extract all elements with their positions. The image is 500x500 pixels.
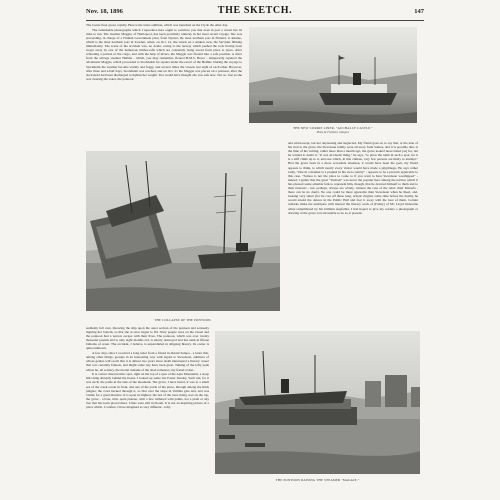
raising-illustration: [215, 331, 420, 474]
text-column-bottom-left: [86, 326, 209, 494]
masthead: THE SKETCH.: [217, 5, 293, 16]
paragraph: and wind-swept, but not depressing and neglected. My friend goes on to say that, at the date of his visit to the grave, the Stevenson family were all away from Samoa, and it is possible that, at the time of his writing, rather more than a month ago, the grave looked more tidied (as) for, but he wanted to doubt it. "It was an idealic thing," he says, "to place the tomb in such a spot, for it is a stiff climb up to it, and one which, in this climate, very few persons are likely to attempt." Had the grave been in a more accessible situation, it would have been the goal, my friend appears to think, to which nearly every visitor would have made a pilgrimage. He says rather sadly, "One in a manner is a prophet in his own country" - appears to be a proverb applicable to this case. "Samoa is not the place to come to if you want to hear Stevenson worshipped" - indeed, I gather that the great "Tusitala" was never the popular hero among the natives which it has pleased some amiable folk to represent him, though, that he devoted himself to them and to their interests - not, perhaps, always too wisely, witness the case of the rebel chief Mataafa - there can be no doubt. No one could be more agreeable than Stevenson when he liked, and, looking very smart (for he cast off those long, artistic ringlets some time before his death), he would attend the dances in the Public Hall and foot it away with the best of them. Certain remarks make me anticipate with interest the literary work of [Fanny] of Mr. Lloyd Osbourne when remembered by his brilliant stepfather. I had hoped to give my readers a photograph or drawing of the grave, but am unable to do so at present.: [288, 141, 418, 215]
paragraph: A few days since I received a long letter from a friend in distant Samoa - a letter that, among other things, gossips in an interesting way with regard to Stevenson, admirers of whose genius will recall that it is almost two years since death interrupted a literary career that was certainly famous, and might some day have been great. Talking of the lofty peak where he, all solitary, the mortal remains of the dead romancer, my friend writes -: [86, 351, 209, 372]
raising-caption: THE PONTOON RAISING THE STEAMER "MAGGIE.": [275, 478, 360, 482]
steamer-illustration: [249, 27, 417, 123]
header-rule: [86, 20, 424, 21]
text-column-right: [288, 141, 418, 329]
paragraph: The remarkable photographs which I reproduce here ought to convince you that even in port a vessel has its risks to run. The steamer Maggie, of Hartlepool, has been peculiarly unlucky in her most recent voyage. She was proceeding, in charge of a Finnish Government pilot, from Nystad, the most northern port in Finland, to Raumo, which is the most northern port in Sweden, when, on Oct. 14, she struck on a sunken rock, the Sarvlaks fällning immediately. The scene of the accident was, no doubt, owing to the leeway which pushed the rock having been swept away by one of the numerous timber-rafts which are constantly being towed from place to place. After refloating a portion of the cargo, and with the help of divers, the Maggie was floated into a safe position. A diver from the salvage steamer Hellme - which, you may remember, floated H.M.S. Howe - temporarily repaired the adventurer Maggie, which proceeded to Stockholm for repairs under the escort of the Hellme. During the voyage to Stockholm the weather became stormy and foggy, and several times the vessels lost sight of each other. However, after three and a-half days, Stockholm was reached, and on Oct. 21 the Maggie was placed on a pontoon, after the dock-head had been discharged to lighten her weight. You would have thought she was safe now. Not so. Just as she was clearing the water, the pontoon: [86, 27, 242, 81]
steamer-photo: [249, 27, 417, 123]
text-column-top-left: [86, 23, 242, 139]
pontoon-collapse-photo: [86, 151, 280, 311]
paragraph: suddenly fell over, throwing the ship upon the outer section of the pontoon and seriously injuring her bottom, so that she at once began to fill. Sixty people were on the vessel and the pontoon had a narrow escape with their lives. The pontoon, which was over twenty thousand pounds and is only eight months old, is utterly destroyed and lies sunk in fifteen fathoms of water. The accident, I believe, is unparalleled in shipping history. Its owner is quite unknown.: [86, 326, 209, 351]
collapse-illustration: [86, 151, 280, 311]
steamer-credit: Photo by Fordison, Glasgow.: [316, 131, 350, 134]
pontoon-raising-photo: [215, 331, 420, 474]
page-number: 147: [414, 8, 424, 15]
paragraph: It is a most characteristic spot, right on the top of a spur of the Apia Mountains, a steep hill rising abruptly behind the house. I looked up some last Easter Sunday. Such toil, for it was such; the paths in the side of the mountain. The grave, I have heard, it was at a small sea of the creek ocean in front, and one of the yards of the place, through among the thick jungles; the cross hacked through it, so that over the slope in Vailima gate and, and was visible for a great distance. It is upon its highest, the last of the trees rising over on the top, the grave - a bare, trim, open plateau, with a few withered wild palms, not a plant or any tree that has been placed there. Lilies were still in bloom. It is not an inspiring picture of a place which, I confess, I have imagined as very different - lofty: [86, 372, 209, 409]
collapse-caption: THE COLLAPSE OF THE PONTOON.: [154, 318, 212, 322]
steamer-caption: THE NEW CURRIE LINER, "AUCHALLY CASTLE.": [293, 126, 373, 130]
paragraph: The Currie fleet grows rapidly. Here is the latest addition, which was launched on the Clyde the other day.: [86, 23, 228, 27]
issue-date: Nov. 18, 1896: [86, 8, 123, 15]
page-header: [86, 7, 424, 21]
